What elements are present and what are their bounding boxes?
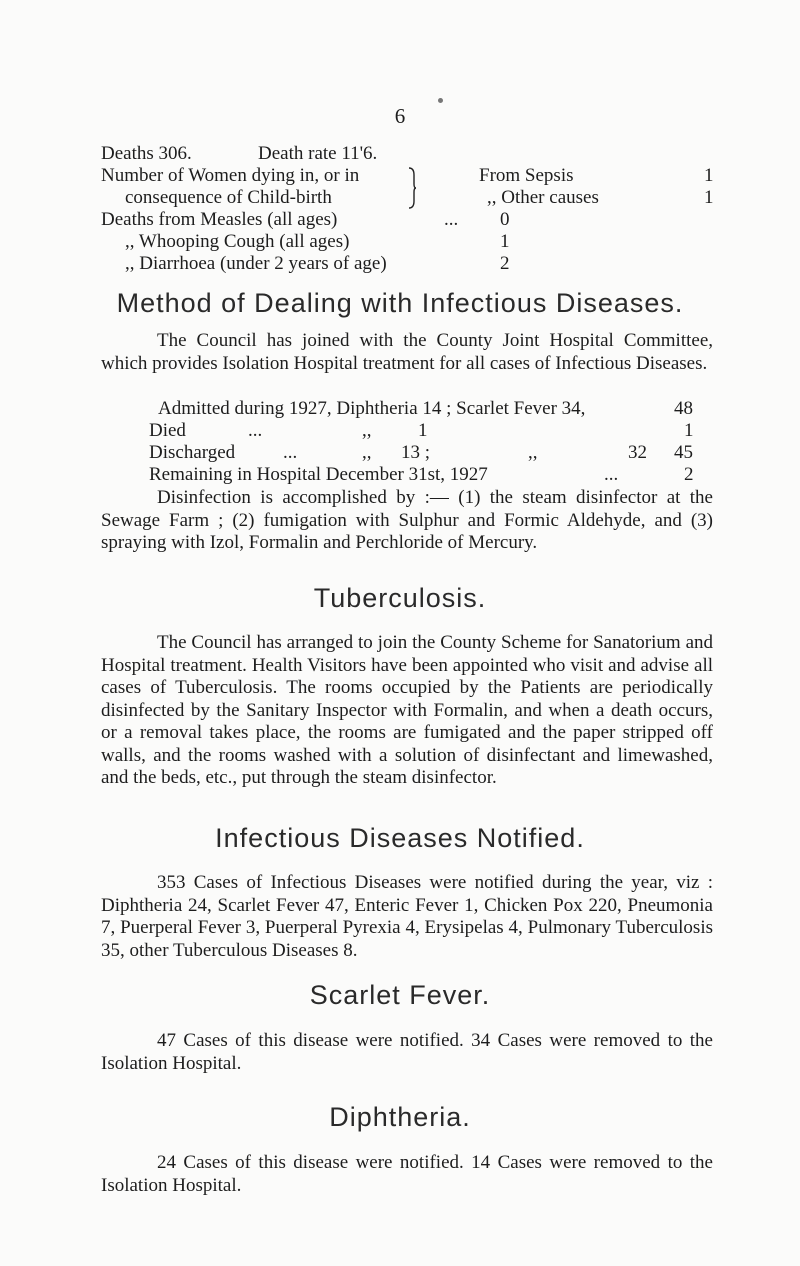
diarrhoea-value: 2 — [500, 253, 510, 274]
died-ditto: ,, — [362, 420, 372, 441]
remaining-label: Remaining in Hospital December 31st, 1927 — [149, 464, 488, 485]
diarrhoea-label: ,, Diarrhoea (under 2 years of age) — [125, 253, 387, 274]
discharged-total: 45 — [674, 442, 693, 463]
page-number: 6 — [394, 104, 406, 128]
brace-icon — [407, 167, 417, 209]
discharged-dots: ... — [283, 442, 298, 463]
sepsis-value: 1 — [704, 165, 714, 186]
died-dots: ... — [248, 420, 263, 441]
method-intro: The Council has joined with the County Joint Hospital Committee, which provides Isolation Hospital treatment for all cases of Infectious Diseases. — [101, 330, 713, 374]
tuberculosis-text: The Council has arranged to join the County Scheme for Sanatorium and Hospital treatment. Health Visitors have been appointed who visit and advise all cases of Tuberculosis. The rooms occupied by the Patients are periodically disinfected by the Sanitary Inspector with Formalin, and when a death occurs, or a removal takes place, the rooms are fumigated and the paper stripped off walls, and the rooms washed with a solution of disinfectant and limewashed, and the beds, etc., put through the steam disinfector. — [101, 632, 713, 788]
whooping-label: ,, Whooping Cough (all ages) — [125, 231, 350, 252]
diphtheria-text: 24 Cases of this disease were notified. 14 Cases were removed to the Isolation Hospital. — [101, 1152, 713, 1196]
death-rate: Death rate 11'6. — [258, 143, 378, 164]
sepsis-label: From Sepsis — [479, 165, 574, 186]
discharged-scarlet: 32 — [628, 442, 647, 463]
measles-value: 0 — [500, 209, 510, 230]
notified-text: 353 Cases of Infectious Diseases were notified during the year, viz : Diphtheria 24, Scarlet Fever 47, Enteric Fever 1, Chicken Pox 220, Pneumonia 7, Puerperal Fever 3, Puerperal Pyrexia 4, Erysipelas 4, Pulmonary Tuberculosis 35, other Tuberculous Diseases 8. — [101, 872, 713, 961]
other-causes-label: ,, Other causes — [487, 187, 599, 208]
died-label: Died — [149, 420, 186, 441]
admitted-total: 48 — [674, 398, 693, 419]
women-line-1: Number of Women dying in, or in — [101, 165, 360, 186]
discharged-diphtheria: 13 ; — [401, 442, 431, 463]
women-line-2: consequence of Child-birth — [125, 187, 332, 208]
scarlet-heading: Scarlet Fever. — [309, 980, 491, 1010]
page-speck — [438, 98, 443, 103]
admitted-label: Admitted during 1927, Diphtheria 14 ; Scarlet Fever 34, — [158, 398, 586, 419]
whooping-value: 1 — [500, 231, 510, 252]
notified-heading: Infectious Diseases Notified. — [215, 823, 585, 853]
remaining-dots: ... — [604, 464, 619, 485]
discharged-ditto-2: ,, — [528, 442, 538, 463]
died-diphtheria: 1 — [418, 420, 428, 441]
measles-label: Deaths from Measles (all ages) — [101, 209, 338, 230]
measles-dots: ... — [444, 209, 459, 230]
remaining-total: 2 — [684, 464, 694, 485]
died-total: 1 — [684, 420, 694, 441]
diphtheria-heading: Diphtheria. — [329, 1102, 471, 1132]
deaths-total: Deaths 306. — [101, 143, 192, 164]
tuberculosis-heading: Tuberculosis. — [313, 583, 487, 613]
disinfection-text: Disinfection is accomplished by :— (1) the steam disinfector at the Sewage Farm ; (2) fumigation with Sulphur and Formic Aldehyde, and (3) spraying with Izol, Formalin and Perchloride of Mercury. — [101, 487, 713, 553]
method-heading: Method of Dealing with Infectious Diseases. — [116, 288, 684, 318]
discharged-label: Discharged — [149, 442, 236, 463]
other-causes-value: 1 — [704, 187, 714, 208]
scarlet-text: 47 Cases of this disease were notified. 34 Cases were removed to the Isolation Hospital. — [101, 1030, 713, 1074]
discharged-ditto: ,, — [362, 442, 372, 463]
